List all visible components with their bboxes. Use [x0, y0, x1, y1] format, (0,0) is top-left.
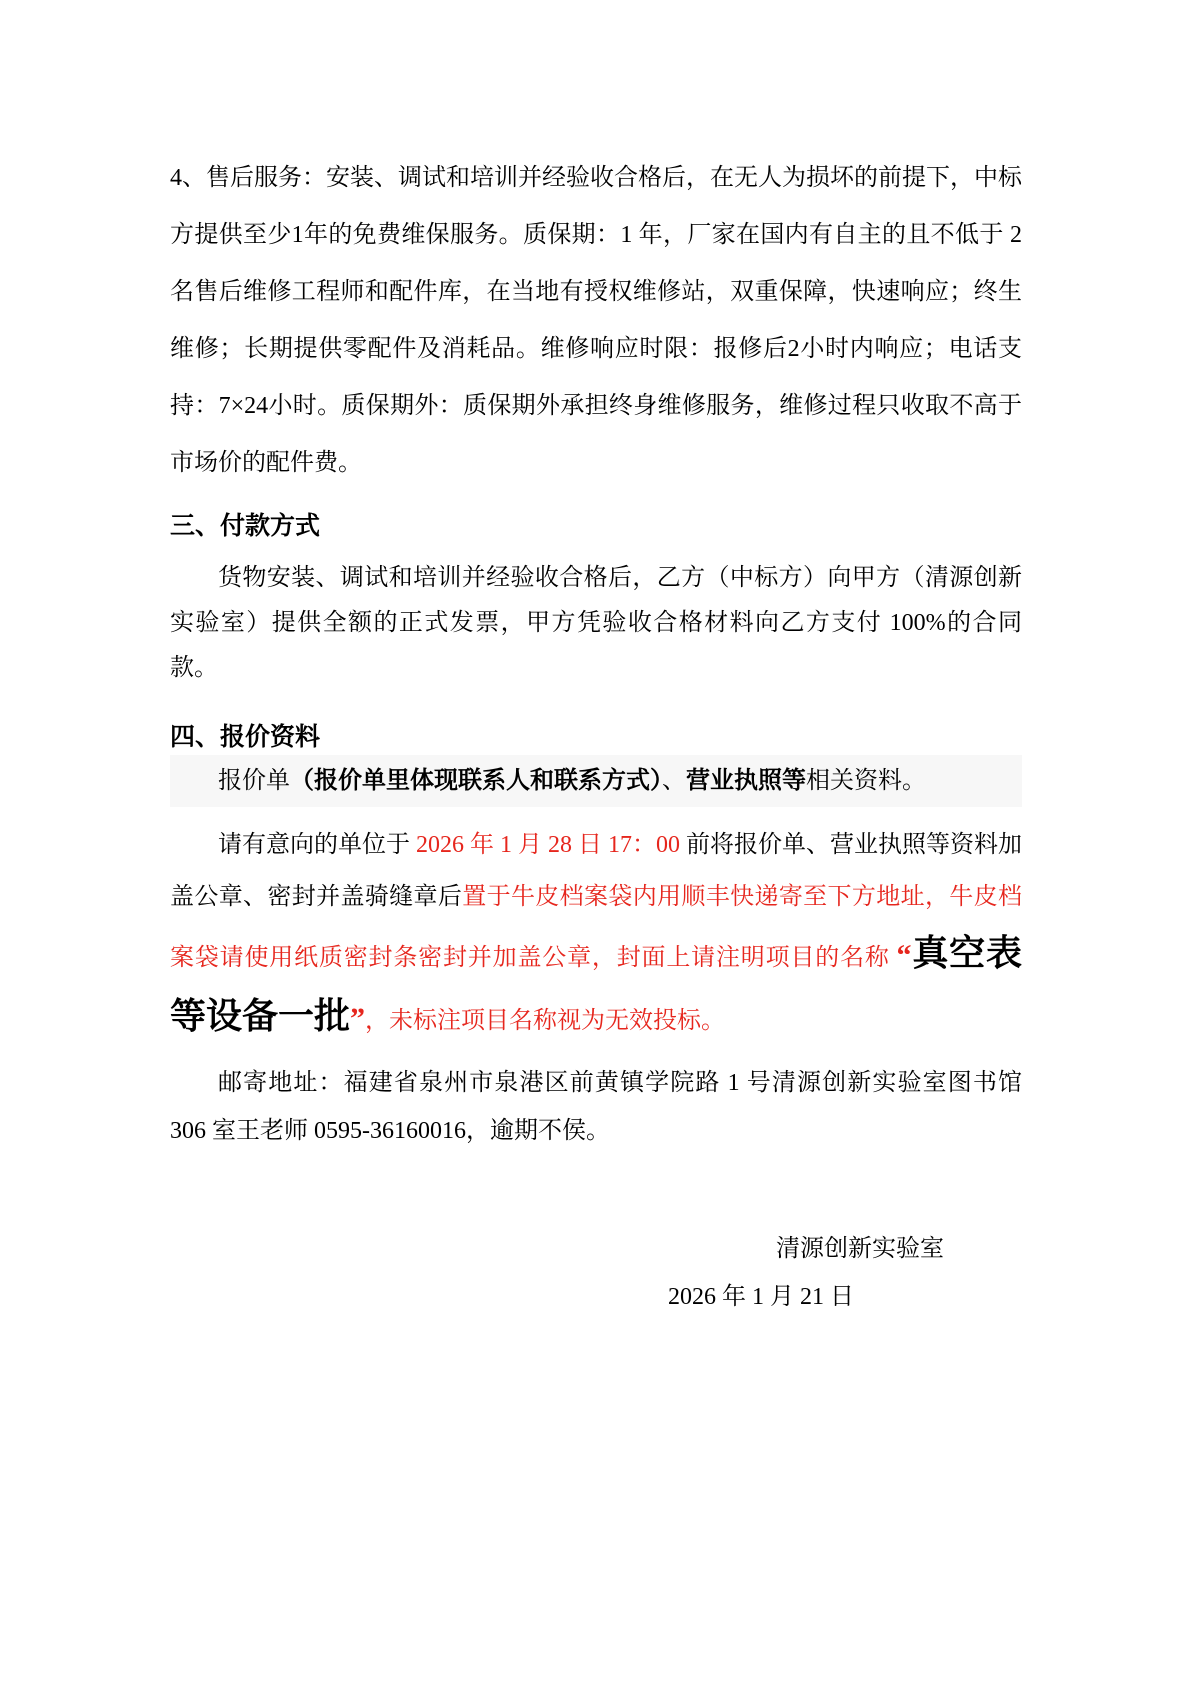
submission-run-red-instructions: 置于牛皮档案袋内用顺丰快递寄至下方地址，牛皮档案袋请使用纸质密封条密封并加盖公章，封面上请注明项目的名称	[170, 884, 1022, 971]
quotation-materials-line	[170, 755, 1022, 807]
after-sales-clause: 4、售后服务：安装、调试和培训并经验收合格后，在无人为损坏的前提下，中标方提供至少1年的免费维保服务。质保期：1 年，厂家在国内有自主的且不低于 2 名售后维修工程师和配件库，在当地有授权维修站，双重保障，快速响应；终生维修；长期提供零配件及消耗品。维修响应时限：报修后2小时内响应；电话支持：7×24小时。质保期外：质保期外承担终身维修服务，维修过程只收取不高于市场价的配件费。	[170, 165, 1022, 476]
signature-organization: 清源创新实验室	[776, 1236, 944, 1262]
project-name-open-quote: “	[896, 939, 912, 972]
submission-instructions	[170, 819, 1022, 1049]
submission-deadline: 2026 年 1 月 28 日 17：00	[416, 832, 680, 858]
project-name-close-quote: ”	[350, 1002, 366, 1035]
project-name: 真空表等设备一批	[170, 933, 1022, 1036]
materials-run-tail: 相关资料。	[806, 768, 926, 794]
signature-block	[170, 1225, 1022, 1321]
submission-run-middle: 前将报价单、营业执照等资料加盖公章、密封并盖骑缝章后	[170, 832, 1022, 910]
materials-run-plain: 报价单	[218, 768, 290, 794]
submission-run-intro: 请有意向的单位于	[218, 832, 416, 858]
mailing-address: 邮寄地址：福建省泉州市泉港区前黄镇学院路 1 号清源创新实验室图书馆 306 室王老师 0595-36160016，逾期不侯。	[170, 1070, 1022, 1144]
materials-run-license-bold: 营业执照等	[686, 768, 806, 794]
payment-section-heading: 三、付款方式	[170, 513, 321, 540]
materials-run-separator: 、	[662, 768, 686, 794]
quotation-section-heading: 四、报价资料	[170, 724, 321, 751]
submission-run-invalid-bid-warning: ，未标注项目名称视为无效投标。	[365, 1008, 726, 1034]
payment-section-body: 货物安装、调试和培训并经验收合格后，乙方（中标方）向甲方（清源创新实验室）提供全额的正式发票，甲方凭验收合格材料向乙方支付 100%的合同款。	[170, 565, 1022, 681]
signature-date: 2026 年 1 月 21 日	[668, 1284, 854, 1310]
materials-run-contact-bold: （报价单里体现联系人和联系方式）	[290, 768, 662, 794]
